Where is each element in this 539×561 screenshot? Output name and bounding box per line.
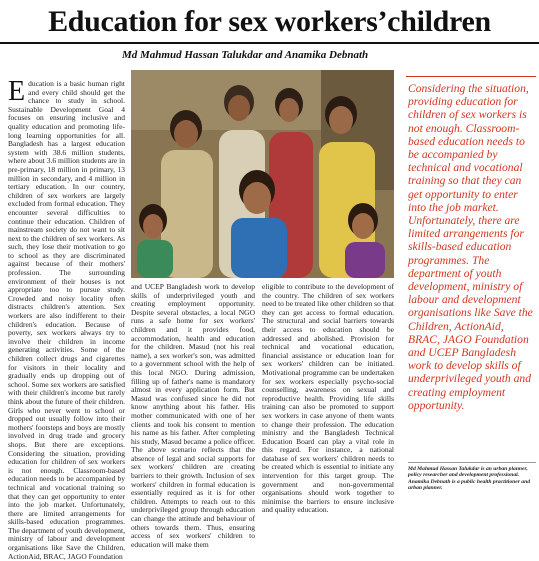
author-bio: Md Mahmud Hassan Talukdar is an urban planner, policy researcher and development professional. Anamika Debnath is a public health practitioner and urban planner. [408, 466, 530, 492]
article-column-3 [262, 282, 394, 515]
byline: Md Mahmud Hassan Talukdar and Anamika Debnath [122, 49, 369, 61]
drop-cap: E [8, 76, 26, 107]
children-photo [131, 70, 394, 278]
column-2-text: and UCEP Bangladesh work to develop skills of underprivileged youth and creating employment opportunity. Despite several obstacles, a local NGO runs a safe home for sex workers' children and it provides food, accommodation, health and education for the children. Masud (not his real name), a sex worker's son, was admitted to a government school with the help of this local NGO. During admission, filling up of father's name is mandatory almost in every application form. But Masud was confused since he did not know anything about his father. His mother communicated with one of her clients and took his consent to mention his name as his father. After completing his study, Masud became a police officer. The above scenario reflects that the absence of legal and social supports for sex workers' children are creating barriers to their growth. Inclusion of sex workers' children in formal education is essentially required as it is for other children. Attempts to reach out to this underprivileged group through education can change the attitude and behaviour of others towards them. Thus, ensuring access of sex workers' children to education will make them [131, 282, 255, 549]
article-column-1 [8, 76, 125, 561]
article-headline: Education for sex workers’children [48, 5, 491, 38]
article-column-2 [131, 282, 255, 549]
column-3-text: eligible to contribute to the development of the country. The children of sex workers need to be treated like other children so that they can get access to formal education. The structural and social barriers towards their access to education should be addressed and abolished. Provision for technical and vocational education, financial assistance or education loan for sex workers' children can be initiated. Motivational programme can be undertaken for sex workers especially psycho-social counselling, awareness on sexual and reproductive health. Providing life skills training can also be promoted to support sex workers in case anyone of them wants to change their profession. The education ministry and the Bangladesh Technical Education Board can play a vital role in this regard. For instance, a national database of sex workers' children needs to be created which is essential to initiate any intervention for this target group. The government and non-governmental organisations should work together to minimise the barriers to ensure inclusive and quality education. [262, 282, 394, 515]
headline-rule [0, 42, 539, 44]
pull-quote: Considering the situation, providing education for children of sex workers is not enough. Classroom-based education needs to be accompanied by technical and vocational training so that they can get opportunity to enter into the job market. Unfortunately, there are limited arrangements for skills-based education programmes. The department of youth development, ministry of labour and development organisations like Save the Children, ActionAid, BRAC, JAGO Foundation and UCEP Bangladesh work to develop skills of underprivileged youth and creating employment opportunity. [408, 82, 533, 412]
author-bio-rule [408, 462, 536, 463]
pullquote-rule [406, 76, 536, 77]
column-1-text: ducation is a basic human right and every child should get the chance to study in school. Sustainable Development Goal 4 focuses on ensuring inclusive and quality education and promoting life-long learning opportunities for all. Bangladesh has a largest education system with 38.6 million students, where about 3.6 million students are in pre-primary, 18 million in primary, 13 million in secondary, and 4 million in tertiary education. In our country, children of sex workers are largely excluded from formal education. They encounter several difficulties to continue their education. Children of mainstream society do not want to sit next to the children of sex workers. As such, they lose their motivation to go to school as they are discriminated against because of their mothers' profession. The surrounding environment of their houses is not appropriate too to pursue study. Crowded and noisy locality often distracts children's attention. Sex workers are also indifferent to their children's education. Because of poverty, sex workers always try to involve their children in income generating activities. Some of the children collect drugs and cigarettes for visitors in their locality and gradually ends up dropping out of school. Some sex workers are satisfied with their children's income but rarely think about the future of their children. Girls who never went to school or dropped out usually follow into their mothers' footsteps and boys are mostly involved in drug trade and grocery shops. But there are exceptions. Considering the situation, providing education for children of sex workers is not enough. Classroom-based education needs to be accompanied by technical and vocational training so that they can get opportunity to enter into the job market. Unfortunately, there are limited arrangements for skills-based education programmes. The department of youth development, ministry of labour and development organisations like Save the Children, ActionAid, BRAC, JAGO Foundation [8, 79, 125, 561]
